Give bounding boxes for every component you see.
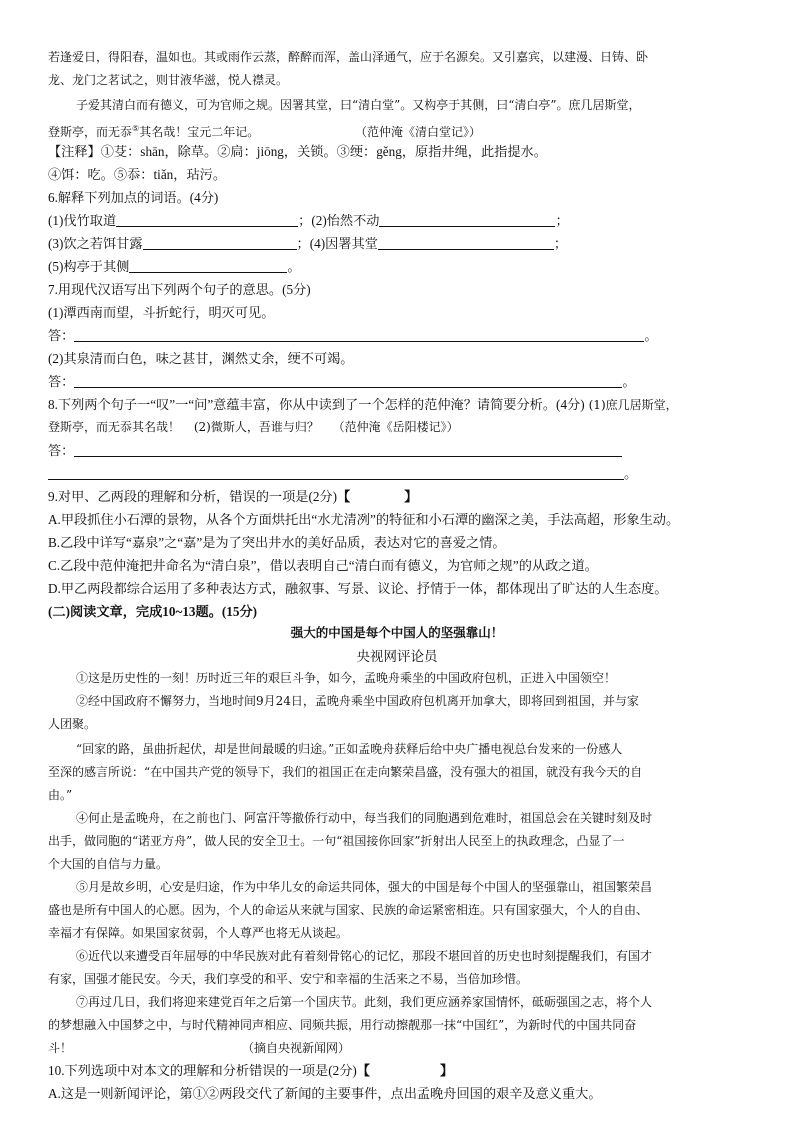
q6-item-1: (1)伐竹取道 [48,213,117,228]
question-9-stem [48,485,417,508]
question-6-stem: 6.解释下列加点的词语。(4分) [48,190,219,205]
question-6-row [48,232,567,255]
q9-stem: 9.对甲、乙两段的理解和分析，错误的一项是(2分) [48,489,338,504]
paragraph-line [48,1037,350,1060]
paragraph-marker: ④ [76,811,89,825]
paragraph-line: 个大国的自信与力量。 [48,857,169,871]
article-paragraph-1 [76,667,616,690]
paragraph-marker: ① [192,1086,206,1101]
q7-sentence-2: (2)其泉清而白色，味之甚甘，渊然丈余，绠不可竭。 [48,351,354,366]
answer-blank[interactable] [48,465,624,480]
article-paragraph-4 [76,807,652,830]
answer-bracket-open: 【 [356,1063,370,1078]
answer-period: 。 [622,374,636,389]
q6-item-3: (3)饮之若饵甘露 [48,236,143,251]
answer-blank[interactable] [116,212,298,227]
q10-option-a [48,1082,602,1105]
q8-quotes [48,416,459,439]
article-title: 强大的中国是每个中国人的坚强靠山！ [290,625,504,640]
answer-period: 。 [624,466,638,481]
q9-option-c: C.乙段中范仲淹把井命名为“清白泉”，借以表明自己“清白而有德义，为官师之规”的从政之道。 [48,558,598,573]
option-text: A.这是一则新闻评论，第 [48,1086,193,1101]
paragraph-line: 的梦想融入中国梦之中，与时代精神同声相应、同频共振，用行动擦靓那一抹“中国红”，为新时代的中国共同奋 [48,1018,637,1032]
article-paragraph-2 [76,690,639,713]
passage-b-source: （范仲淹《清白堂记》） [355,125,482,139]
answer-label: 答： [48,374,75,389]
notes-line: ④饵：吃。⑤忝：tiǎn，玷污。 [48,167,227,182]
paragraph-marker: ① [76,671,89,685]
q9-option-d: D.甲乙两段都综合运用了多种表达方式，融叙事、写景、议论、抒情于一体，都体现出了旷达的人生态度。 [48,581,668,596]
paragraph-line: 由。” [48,788,73,802]
passage-b-line: 子爱其清白而有德义，可为官师之规。因署其堂，曰“清白堂”。又构亭于其侧，曰“清白亭”。庶几居斯堂， [76,98,641,112]
q9-option-a: A.甲段抓住小石潭的景物，从各个方面烘托出“水尤清冽”的特征和小石潭的幽深之美，手法高超，形象生动。 [48,512,680,527]
question-6-row [48,209,569,232]
answer-bracket-open: 【 [337,489,351,504]
section-heading: (二)阅读文章，完成10~13题。(15分) [48,604,258,619]
answer-period: 。 [644,328,658,343]
paragraph-line: 至深的感言所说：“在中国共产党的领导下，我们的祖国正在走向繁荣昌盛，没有强大的祖国，就没有我今天的自 [48,765,643,779]
q9-option-b: B.乙段中详写“嘉泉”之“嘉”是为了突出井水的美好品质，表达对它的喜爱之情。 [48,535,506,550]
question-8-stem [48,393,678,417]
passage-b-line: 龙、龙门之茗试之，则甘液华滋，悦人襟灵。 [48,73,289,87]
q8-quote-1: (1)庶几居斯堂， [588,398,678,412]
paragraph-marker: ⑦ [76,995,89,1009]
passage-b-text: 登斯亭，而无忝 [48,125,133,139]
answer-blank[interactable] [74,327,644,342]
article-author: 央视网评论员 [356,649,438,664]
notes-line: 【注释】①芟：shān，除草。②扃：jiōng，关锁。③绠：gěng，原指井绳，此指提水。 [48,144,547,159]
paragraph-line: 有家，国强才能民安。今天，我们享受的和平、安宁和幸福的生活来之不易，当倍加珍惜。 [48,972,529,986]
q8-source: （范仲淹《岳阳楼记》） [332,420,459,434]
answer-blank[interactable] [378,235,554,250]
q10-stem: 10.下列选项中对本文的理解和分析错误的一项是(2分) [48,1063,357,1078]
paragraph-line: 幸福才有保障。如果国家贫弱，个人尊严也将无从谈起。 [48,926,349,940]
q8-quote-2: (2)微斯人，吾谁与归？ [193,420,319,434]
q6-semicolon: ； [555,213,569,228]
paragraph-text: 月是故乡明，心安是归途，作为中华儿女的命运共同体，强大的中国是每个中国人的坚强靠山，祖国繁荣昌 [88,880,653,894]
paragraph-line: 盛也是所有中国人的心愿。因为，个人的命运从来就与国家、民族的命运紧密相连。只有国家强大，个人的自由、 [48,903,649,917]
paragraph-marker: ② [76,694,89,708]
paragraph-text: 何止是孟晚舟，在之前也门、阿富汗等撤侨行动中，每当我们的同胞遇到危难时，祖国总会在关键时刻及时 [88,811,653,825]
q8-answer-row [48,439,622,462]
paragraph-line: 出手，做同胞的“诺亚方舟”，做人民的安全卫士。一句“祖国接你回家”折射出人民至上的执政理念，凸显了一 [48,834,625,848]
paragraph-marker: ⑤ [76,880,89,894]
article-paragraph-5 [76,876,652,899]
passage-b-line: 若逢爱日，得阳春，温如也。其或雨作云蒸，醉醉而浑，盖山泽通气，应于名源矣。又引嘉宾，以建漫、日铸、卧 [48,50,649,64]
q7-answer-row [48,370,636,393]
paragraph-line: 人团聚。 [48,717,97,731]
answer-blank[interactable] [74,442,622,457]
paragraph-text: 再过几日，我们将迎来建党百年之后第一个国庆节。此刻，我们更应涵养家国情怀，砥砺强国之志，将个人 [88,995,653,1009]
q6-item-4: ；(4)因署其堂 [296,236,378,251]
answer-blank[interactable] [143,235,297,250]
note-marker: ⑤ [132,124,140,133]
paragraph-marker: ⑥ [76,949,89,963]
q6-item-5: (5)构亭于其侧 [48,259,130,274]
paragraph-marker: ② [205,1086,220,1101]
article-source: （摘自央视新闻网） [242,1041,351,1055]
q8-answer-row [48,462,637,485]
answer-label: 答： [48,443,75,458]
paragraph-text: 这是历史性的一刻！历时近三年的艰巨斗争，如今，孟晚舟乘坐的中国政府包机，正进入中国领空！ [88,671,617,685]
q8-stem: 8.下列两个句子一“叹”一“问”意蕴丰富，你从中读到了一个怎样的范仲淹？请简要分析。(4分) [48,397,585,412]
answer-blank[interactable] [129,258,287,273]
q7-answer-row [48,324,658,347]
answer-bracket-close: 】 [404,489,418,504]
question-7-stem: 7.用现代汉语写出下列两个句子的意思。(5分) [48,282,311,297]
q8-quote-1b: 登斯亭，而无忝其名哉！ [48,420,181,434]
paragraph-text: 近代以来遭受百年屈辱的中华民族对此有着刻骨铭心的记忆，那段不堪回首的历史也时刻提醒我们，有国才 [88,949,653,963]
question-10-stem [48,1059,453,1082]
passage-b-text: 其名哉！宝元二年记。 [139,125,260,139]
q6-semicolon: ； [553,236,568,251]
paragraph-text: 斗！ [48,1041,73,1055]
q6-period: 。 [287,259,301,274]
answer-blank[interactable] [379,212,555,227]
answer-label: 答： [48,328,75,343]
q7-sentence-1: (1)潭西南而望，斗折蛇行，明灭可见。 [48,305,275,320]
q6-item-2: ；(2)怡然不动 [298,213,380,228]
answer-blank[interactable] [74,373,622,388]
paragraph-text: 经中国政府不懈努力，当地时间9月24日，孟晚舟乘坐中国政府包机离开加拿大，即将回到祖国，并与家 [88,694,639,708]
answer-bracket-close: 】 [439,1063,454,1078]
article-paragraph-7 [76,991,652,1014]
article-paragraph-6 [76,945,652,968]
option-text: 两段交代了新闻的主要事件，点出孟晚舟回国的艰辛及意义重大。 [219,1086,602,1101]
question-6-row [48,255,301,278]
article-paragraph-3: “回家的路，虽曲折起伏，却是世间最暖的归途。”正如孟晚舟获释后给中央广播电视总台发来的一份感人 [76,742,623,756]
